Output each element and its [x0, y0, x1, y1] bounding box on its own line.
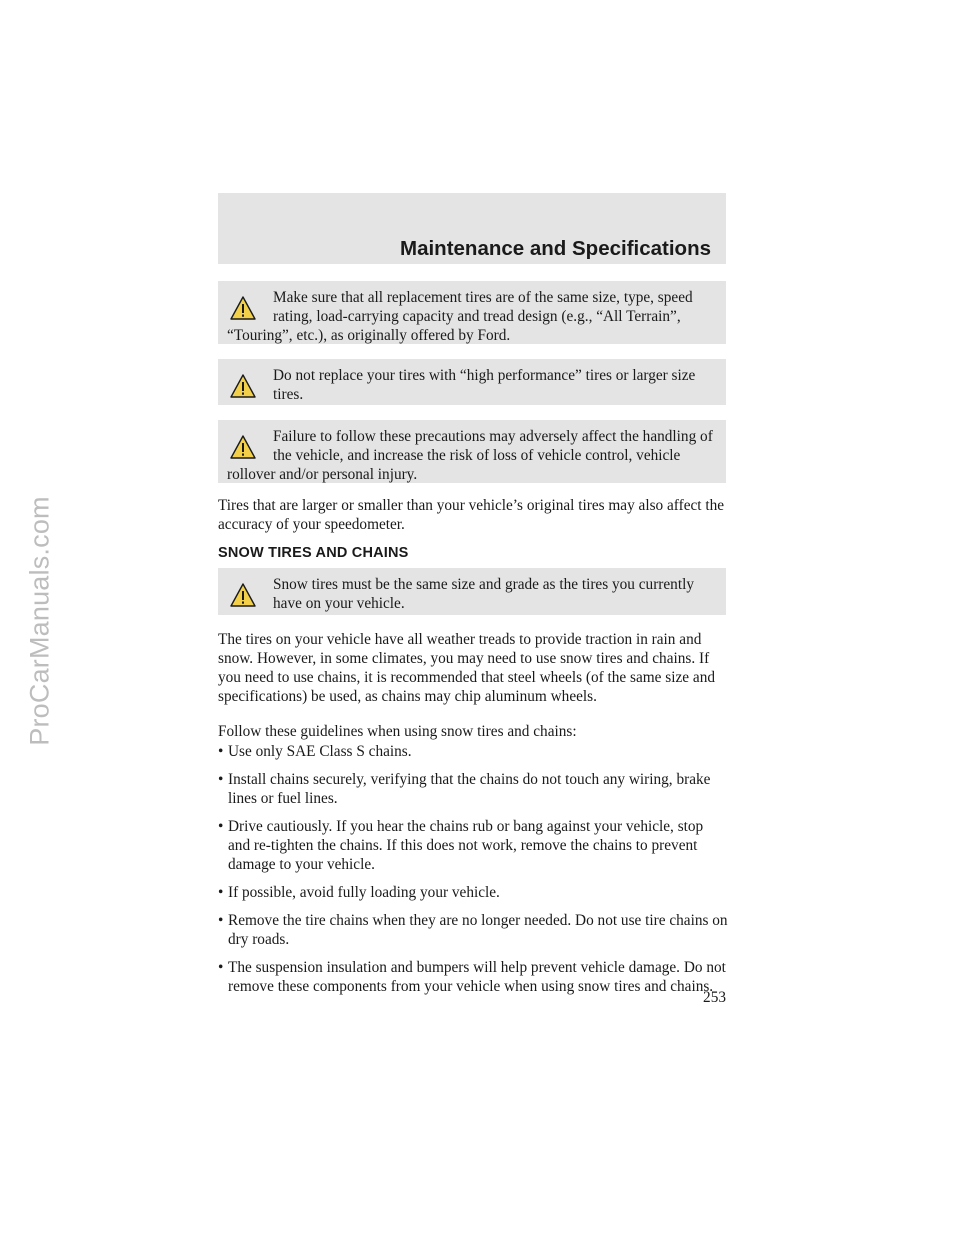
- list-item: • If possible, avoid fully loading your vehicle.: [218, 884, 500, 901]
- watermark: ProCarManuals.com: [24, 496, 55, 746]
- warning-text: Snow tires must be the same size and grade as the tires you currently have on your vehicle.: [273, 576, 694, 612]
- warning-box: [218, 281, 726, 344]
- warning-triangle-icon: [229, 295, 257, 321]
- bullet-icon: •: [218, 912, 224, 929]
- bullet-icon: •: [218, 743, 224, 760]
- warning-triangle-icon: [229, 582, 257, 608]
- paragraph-guidelines: Follow these guidelines when using snow tires and chains:: [218, 723, 577, 740]
- section-heading: SNOW TIRES AND CHAINS: [218, 545, 409, 561]
- list-item: • The suspension insulation and bumpers will help prevent vehicle damage. Do not remove these components from your vehicle when using snow tires and chains.: [218, 959, 726, 995]
- warning-triangle-icon: [229, 373, 257, 399]
- bullet-icon: •: [218, 771, 224, 788]
- bullet-icon: •: [218, 818, 224, 835]
- warning-box: [218, 420, 726, 483]
- warning-box: [218, 359, 726, 405]
- warning-triangle-icon: [229, 434, 257, 460]
- warning-text: Do not replace your tires with “high performance” tires or larger size tires.: [273, 367, 696, 403]
- list-item: • Install chains securely, verifying that the chains do not touch any wiring, brake lines or fuel lines.: [218, 771, 711, 807]
- bullet-icon: •: [218, 884, 224, 901]
- list-item: • Drive cautiously. If you hear the chains rub or bang against your vehicle, stop and re-tighten the chains. If this does not work, remove the chains to prevent damage to your vehicle.: [218, 818, 704, 873]
- warning-box: [218, 568, 726, 615]
- section-header: [218, 193, 726, 264]
- page-number: 253: [703, 989, 726, 1006]
- bullet-icon: •: [218, 959, 224, 976]
- paragraph-traction: The tires on your vehicle have all weather treads to provide traction in rain and snow. However, in some climates, you may need to use snow tires and chains. If you need to use chains, it is recommended that steel wheels (of the same size and specifications) be used, as chains may chip aluminum wheels.: [218, 631, 715, 705]
- warning-text: Failure to follow these precautions may adversely affect the handling of the vehicle, and increase the risk of loss of vehicle control, vehicle rollover and/or personal injury.: [227, 428, 713, 483]
- list-item: • Use only SAE Class S chains.: [218, 743, 412, 760]
- list-item: • Remove the tire chains when they are no longer needed. Do not use tire chains on dry roads.: [218, 912, 728, 948]
- paragraph-speedometer: Tires that are larger or smaller than your vehicle’s original tires may also affect the accuracy of your speedometer.: [218, 497, 725, 533]
- warning-text: Make sure that all replacement tires are of the same size, type, speed rating, load-carrying capacity and tread design (e.g., “All Terrain”, “Touring”, etc.), as originally offered by Ford.: [227, 289, 693, 344]
- guidelines-list: [218, 742, 728, 1005]
- section-title: Maintenance and Specifications: [400, 237, 711, 260]
